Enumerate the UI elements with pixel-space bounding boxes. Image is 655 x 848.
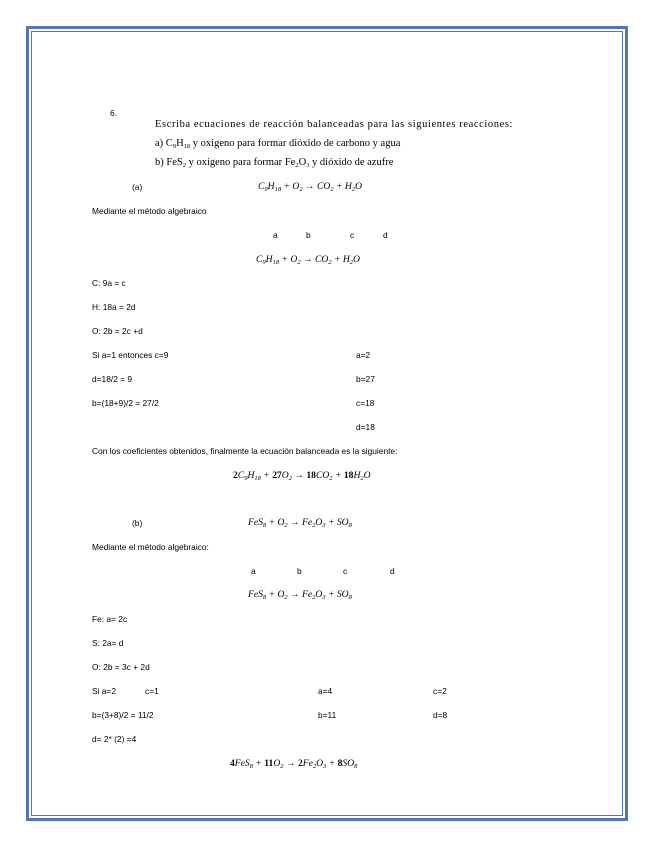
part-a-balanced-equation: $2C_9H_{18} + 27O_2 \to 18CO_2 + 18H_2O$ [233,470,371,482]
part-a-coef-b: b [306,230,311,240]
question-number: 6. [110,108,117,118]
part-b-result-a: a=4 [318,686,333,696]
part-b-line-s: S: 2a= d [92,638,124,648]
part-b-balanced-equation: $4FeS_8 + 11O_2 \to 2Fe_2O_3 + 8SO_8$ [230,758,358,770]
part-a-result-a: a=2 [356,350,371,360]
part-a-conclusion: Con los coeficientes obtenidos, finalmente la ecuación balanceada es la siguiente: [92,446,398,456]
part-a-line-si: Si a=1 entonces c=9 [92,350,169,360]
question-item-a: a) $C_9H_{18}$ y oxigeno para formar dióxido de carbono y agua [155,138,401,150]
part-a-label: (a) [132,182,143,192]
part-a-result-c: c=18 [356,398,375,408]
part-a-line-o: O: 2b = 2c +d [92,326,143,336]
part-b-coef-b: b [297,566,302,576]
question-item-b: b) FeS$_2$ y oxigeno para formar $Fe_2O_3$ y dióxido de azufre [155,157,394,169]
part-a-equation-2: $C_9H_{18} + O_2 \to CO_2 + H_2O$ [256,254,360,266]
part-b-line-d: d= 2* (2) =4 [92,734,137,744]
part-a-line-h: H: 18a = 2d [92,302,136,312]
part-a-coef-c: c [350,230,355,240]
part-b-line-fe: Fe: a= 2c [92,614,128,624]
part-b-result-d: d=8 [433,710,448,720]
part-b-line-b: b=(3+8)/2 = 11/2 [92,710,154,720]
part-b-coef-d: d [390,566,395,576]
part-b-coef-a: a [251,566,256,576]
part-b-line-c1: c=1 [145,686,159,696]
part-a-line-d: d=18/2 = 9 [92,374,133,384]
part-a-coef-d: d [383,230,388,240]
part-b-result-c: c=2 [433,686,447,696]
part-a-line-c: C: 9a = c [92,278,126,288]
part-a-equation: $C_9H_{18} + O_2 \to CO_2 + H_2O$ [258,181,362,193]
part-a-result-b: b=27 [356,374,375,384]
part-b-result-b: b=11 [318,710,337,720]
part-b-label: (b) [132,518,143,528]
question-prompt: Escriba ecuaciones de reacción balanceadas para las siguientes reacciones: [155,119,514,130]
part-a-result-d: d=18 [356,422,375,432]
part-b-equation-2: $FeS_8 + O_2 \to Fe_2O_3 + SO_8$ [248,589,352,601]
part-b-line-si: Si a=2 [92,686,116,696]
part-b-method: Mediante el método algebraico: [92,542,209,552]
part-b-coef-c: c [343,566,348,576]
part-b-equation: $FeS_8 + O_2 \to Fe_2O_3 + SO_8$ [248,517,352,529]
part-a-coef-a: a [273,230,278,240]
part-a-method: Mediante el método algebraico [92,206,207,216]
part-a-line-b: b=(18+9)/2 = 27/2 [92,398,159,408]
part-b-line-o: O: 2b = 3c + 2d [92,662,150,672]
